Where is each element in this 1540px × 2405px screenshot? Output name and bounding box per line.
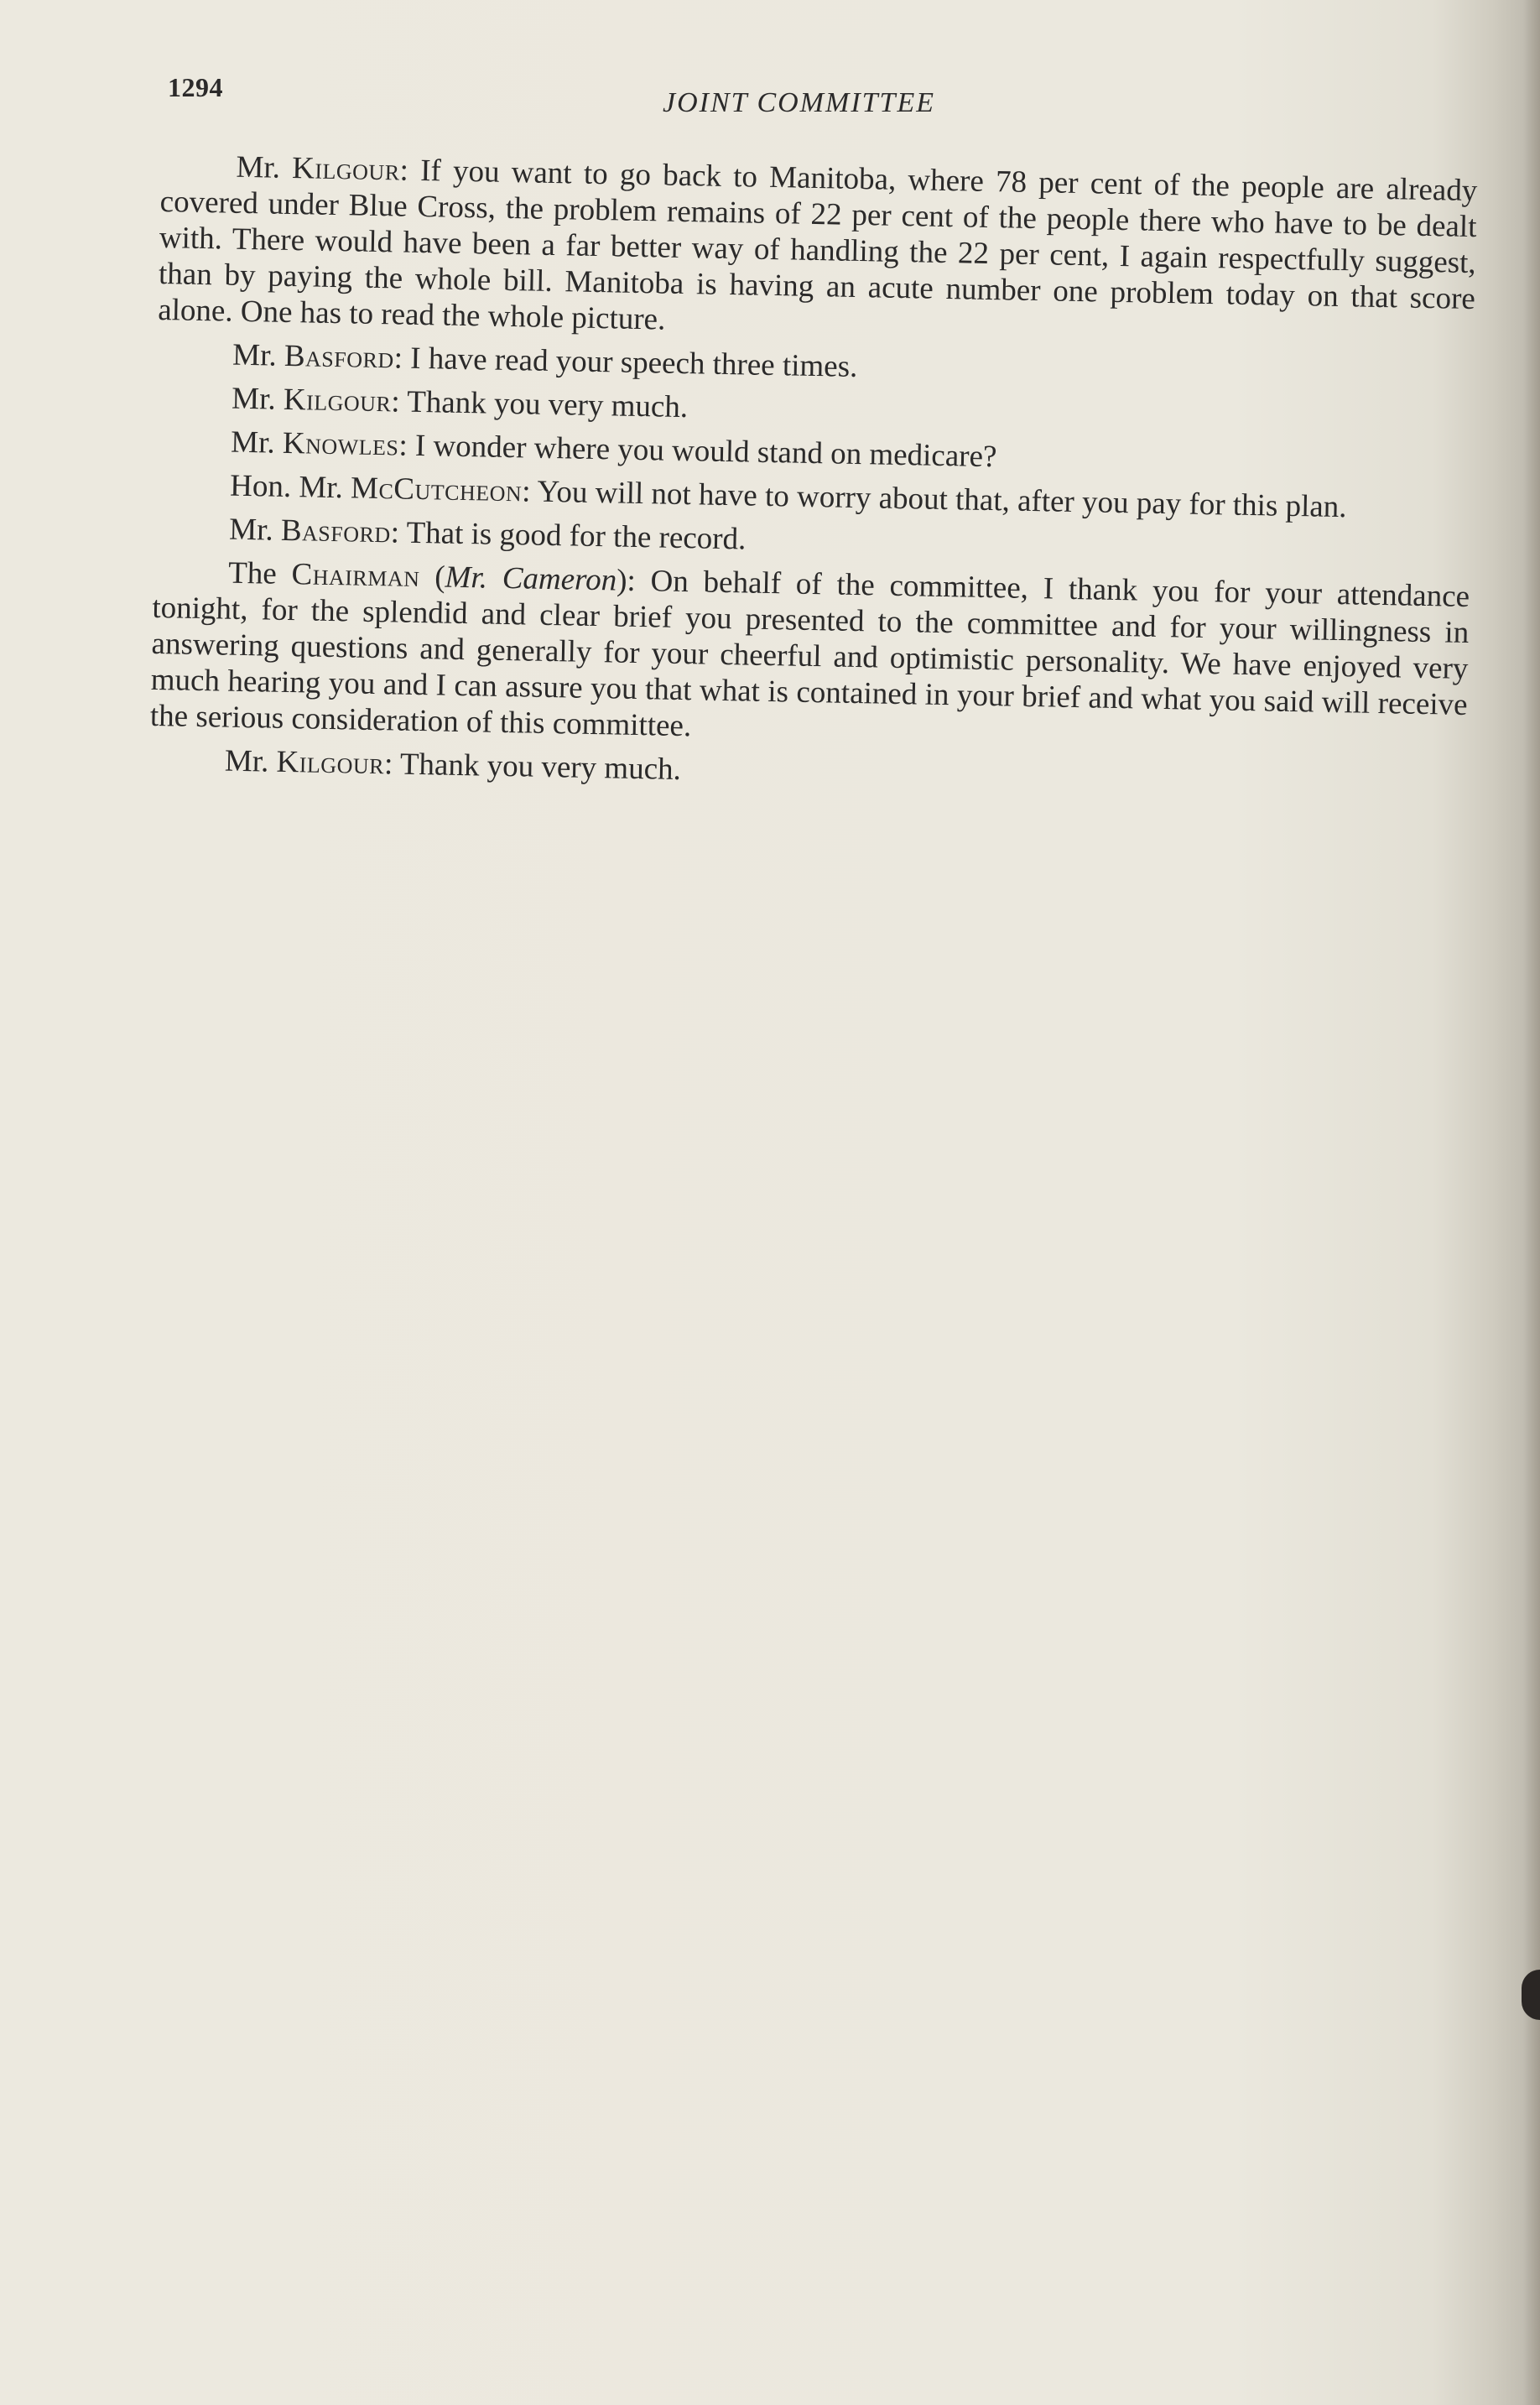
running-head: JOINT COMMITTEE (663, 87, 935, 118)
speaker-name: Kilgour (283, 382, 392, 419)
page-number: 1294 (168, 72, 223, 102)
page-edge-notch (1522, 1970, 1540, 2020)
speaker-name: Kilgour (276, 744, 385, 782)
speaker-prefix: Mr. (231, 381, 284, 417)
speaker-prefix: Mr. (230, 424, 284, 461)
speaker-prefix: The (227, 555, 293, 592)
speech-text: : You will not have to worry about that, after you pay for this plan. (521, 474, 1347, 525)
speech-text: : Thank you very much. (390, 384, 689, 425)
speech-text: : If you want to go back to Manitoba, where 78 per cent of the people are already covered under Blue Cross, the problem remains of 22 per cent of the people there who have to be dealt with. There would have been a far better way of handling the 22 per cent, I again respectfully suggest, than by paying the whole bill. Manitoba is having an acute number one problem today on that score alone. One has to read the whole picture. (157, 153, 1478, 337)
speaker-prefix: Mr. (236, 149, 293, 185)
speech-text: : On behalf of the committee, I thank you for your attendance tonight, for the splendid and clear brief you presented to the committee and for your willingness in answering questions and generally for your cheerful and optimistic personality. We have enjoyed very much hearing you and I can assure you that what is contained in your brief and what you said will receive the serious consideration of this committee. (149, 563, 1470, 744)
speaker-name: Basford (284, 338, 395, 376)
speaker-name: Basford (280, 513, 392, 550)
speaker-identity: Mr. Cameron (445, 560, 617, 598)
speaker-prefix: Hon. Mr. (229, 468, 351, 506)
speech-text: : That is good for the record. (390, 515, 747, 557)
speech-text: : Thank you very much. (383, 747, 682, 788)
binding-shadow (1523, 0, 1540, 2405)
speaker-name: McCutcheon (350, 471, 523, 509)
speaker-name: Knowles (282, 425, 399, 463)
speech-text: : I have read your speech three times. (393, 341, 858, 384)
speech-text: : I wonder where you would stand on medicare? (398, 428, 997, 475)
paragraph-kilgour-manitoba (158, 148, 1478, 353)
transcript-body (148, 148, 1477, 810)
speaker-prefix: Mr. (232, 337, 285, 373)
speaker-prefix: Mr. (224, 743, 278, 779)
speaker-name: Kilgour (291, 151, 401, 188)
speaker-prefix: Mr. (228, 512, 282, 548)
speaker-name: Chairman (291, 557, 420, 595)
paragraph-chairman-closing: The Chairman (Mr. Cameron): On behalf of the committee, I thank you for your attendance tonight, for the splendid and clear brief you presented to the committee and for your willingness in answering questions and generally for your cheerful and optimistic personality. We have enjoyed very much hearing you and I can assure you that what is contained in your brief and what you said will receive the serious consideration of this committee. (149, 555, 1470, 744)
